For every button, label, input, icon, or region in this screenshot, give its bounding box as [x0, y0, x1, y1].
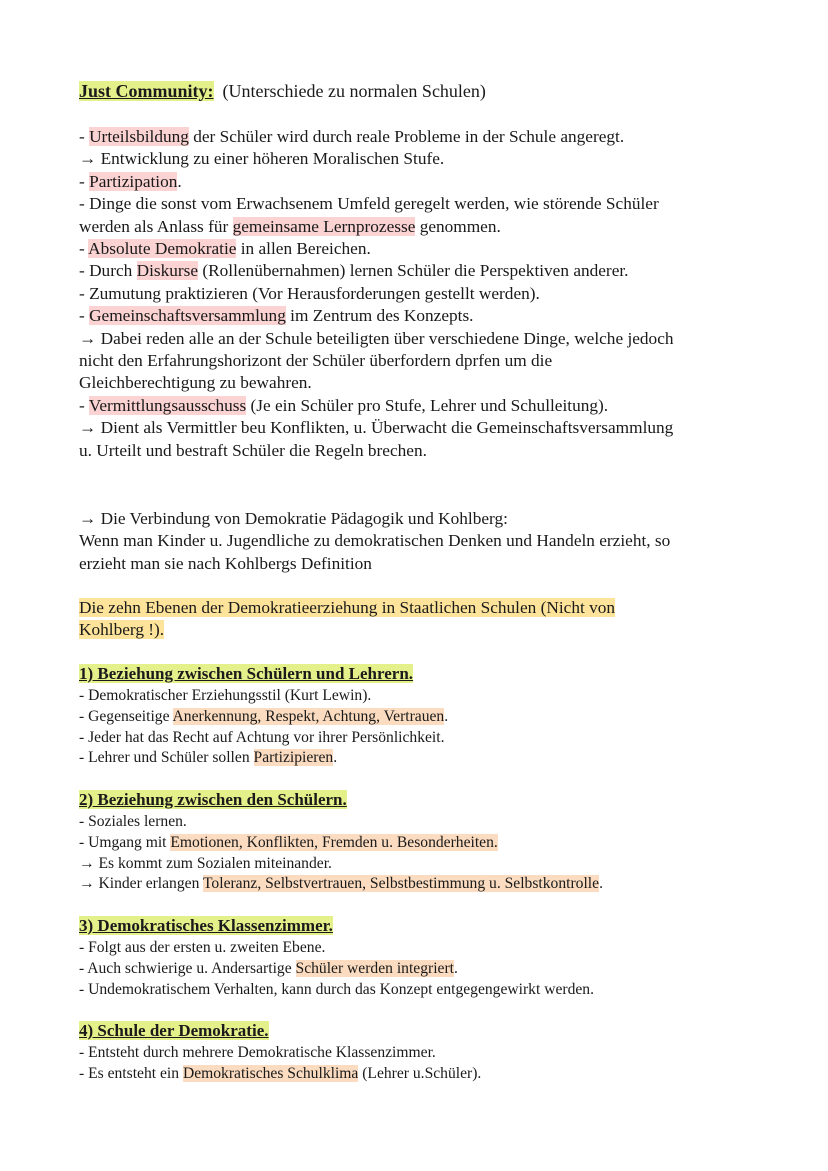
line-text: der Schüler wird durch reale Probleme in der Schule angeregt. [188, 127, 625, 146]
line-text: Gleichberechtigung zu bewahren. [79, 373, 312, 393]
highlighted-term: gemeinsame Lernprozesse [232, 216, 416, 236]
connection-paragraph [79, 508, 758, 575]
intro-line [79, 126, 758, 148]
section-line [79, 748, 758, 769]
line-text: → Dient als Vermittler beu Konflikten, u. Überwacht die Gemeinschaftsversammlung [79, 418, 674, 438]
highlighted-term: Schüler werden integriert [295, 959, 454, 977]
line-text: - Entsteht durch mehrere Demokratische Klassenzimmer. [79, 1044, 436, 1061]
section-body [79, 686, 758, 769]
line-text: - [79, 127, 90, 146]
line-text: . [599, 875, 603, 893]
line-text: - [79, 239, 89, 259]
section-title: 2) Beziehung zwischen den Schülern. [79, 790, 347, 809]
line-text: - Es entsteht ein [79, 1064, 183, 1082]
line-text: → Kinder erlangen [79, 875, 203, 893]
intro-line [79, 260, 758, 282]
line-text: - Lehrer und Schüler sollen [79, 749, 254, 767]
section-4 [79, 1020, 758, 1085]
line-text: werden als Anlass für [79, 216, 233, 236]
intro-line [79, 328, 758, 350]
section-title: 3) Demokratisches Klassenzimmer. [79, 916, 333, 935]
intro-line [79, 372, 758, 394]
line-text: . [177, 171, 182, 191]
line-text: - Umgang mit [79, 833, 171, 851]
line-text: genommen. [415, 216, 501, 236]
line-text: → Die Verbindung von Demokratie Pädagogik und Kohlberg: [79, 509, 508, 528]
section-line [79, 707, 758, 728]
section-body [79, 938, 758, 1000]
section-heading [79, 915, 758, 938]
section-line [79, 959, 758, 980]
section-line [79, 938, 758, 959]
line-text: - [79, 171, 90, 191]
highlighted-term: Kohlberg !). [79, 620, 165, 640]
section-line [79, 874, 758, 895]
intro-line [79, 238, 758, 260]
line-text: . [444, 707, 449, 725]
line-text: . [333, 749, 338, 767]
line-text: - Dinge die sonst vom Erwachsenem Umfeld geregelt werden, wie störende Schüler [79, 194, 659, 214]
section-2 [79, 789, 758, 895]
section-line [79, 980, 758, 1001]
line-text: - Demokratischer Erziehungsstil (Kurt Lewin). [79, 687, 372, 704]
line-text: (Rollenübernahmen) lernen Schüler die Perspektiven anderer. [198, 261, 629, 281]
ten-levels-line [79, 619, 758, 641]
page-title: Just Community: [79, 81, 214, 101]
line-text: (Lehrer u.Schüler). [358, 1064, 482, 1082]
highlighted-term: Die zehn Ebenen der Demokratieerziehung in Staatlichen Schulen (Nicht von [79, 598, 616, 617]
line-text: - Undemokratischem Verhalten, kann durch das Konzept entgegengewirkt werden. [79, 980, 594, 998]
intro-line [79, 305, 758, 327]
section-heading [79, 663, 758, 686]
line-text: - Auch schwierige u. Andersartige [79, 959, 296, 977]
highlighted-term: Absolute Demokratie [88, 239, 237, 259]
line-text: - [79, 306, 90, 326]
intro-line [79, 350, 758, 372]
line-text: - Folgt aus der ersten u. zweiten Ebene. [79, 939, 326, 956]
section-line [79, 833, 758, 854]
intro-list [79, 126, 758, 462]
section-title: 1) Beziehung zwischen Schülern und Lehrern. [79, 664, 414, 683]
ten-levels-line [79, 597, 758, 619]
section-line [79, 1064, 758, 1085]
line-text: - Soziales lernen. [79, 813, 187, 830]
line-text: . [454, 959, 458, 977]
intro-line [79, 148, 758, 170]
line-text: - Zumutung praktizieren (Vor Herausforderungen gestellt werden). [79, 283, 540, 303]
line-text: → Dabei reden alle an der Schule beteiligten über verschiedene Dinge, welche jedoch [79, 328, 674, 348]
intro-line [79, 171, 758, 193]
intro-line [79, 417, 758, 439]
line-text: nicht den Erfahrungshorizont der Schüler überfordern dprfen um die [79, 351, 553, 371]
section-heading [79, 789, 758, 812]
section-3 [79, 915, 758, 1000]
line-text: - Gegenseitige [79, 707, 173, 725]
highlighted-term: Urteilsbildung [89, 127, 189, 146]
highlighted-term: Toleranz, Selbstvertrauen, Selbstbestimmung u. Selbstkontrolle [203, 875, 600, 893]
connection-line [79, 530, 758, 552]
highlighted-term: Gemeinschaftsversammlung [89, 306, 286, 326]
line-text: → Es kommt zum Sozialen miteinander. [79, 854, 332, 872]
section-heading [79, 1020, 758, 1043]
section-1 [79, 663, 758, 769]
section-body [79, 1043, 758, 1085]
section-line [79, 686, 758, 707]
highlighted-term: Partizipation [89, 171, 178, 191]
line-text: im Zentrum des Konzepts. [285, 306, 474, 326]
line-text: - [79, 395, 89, 415]
connection-line [79, 508, 758, 530]
section-line [79, 854, 758, 875]
line-text: u. Urteilt und bestraft Schüler die Regeln brechen. [79, 440, 427, 460]
line-text: in allen Bereichen. [236, 239, 371, 259]
line-text: - Durch [79, 261, 137, 281]
section-body [79, 812, 758, 895]
highlighted-term: Emotionen, Konflikten, Fremden u. Besonderheiten. [170, 833, 498, 851]
section-line [79, 1043, 758, 1064]
line-text: - Jeder hat das Recht auf Achtung vor ihrer Persönlichkeit. [79, 728, 445, 746]
ten-levels-heading [79, 597, 758, 642]
section-line [79, 812, 758, 833]
section-title: 4) Schule der Demokratie. [79, 1021, 269, 1040]
highlighted-term: Demokratisches Schulklima [182, 1064, 359, 1082]
connection-line [79, 553, 758, 575]
highlighted-term: Partizipieren [253, 749, 334, 767]
highlighted-term: Anerkennung, Respekt, Achtung, Vertrauen [172, 707, 445, 725]
page-subtitle: (Unterschiede zu normalen Schulen) [222, 81, 486, 101]
line-text: Wenn man Kinder u. Jugendliche zu demokratischen Denken und Handeln erzieht, so [79, 531, 671, 551]
highlighted-term: Diskurse [136, 261, 199, 281]
line-text: (Je ein Schüler pro Stufe, Lehrer und Schulleitung). [246, 395, 609, 415]
intro-line [79, 216, 758, 238]
section-line [79, 728, 758, 749]
intro-line [79, 193, 758, 215]
document-heading [79, 79, 758, 103]
intro-line [79, 283, 758, 305]
intro-line [79, 395, 758, 417]
highlighted-term: Vermittlungsausschuss [88, 395, 247, 415]
line-text: → Entwicklung zu einer höheren Moralischen Stufe. [79, 149, 445, 169]
intro-line [79, 440, 758, 462]
line-text: erzieht man sie nach Kohlbergs Definition [79, 553, 372, 573]
